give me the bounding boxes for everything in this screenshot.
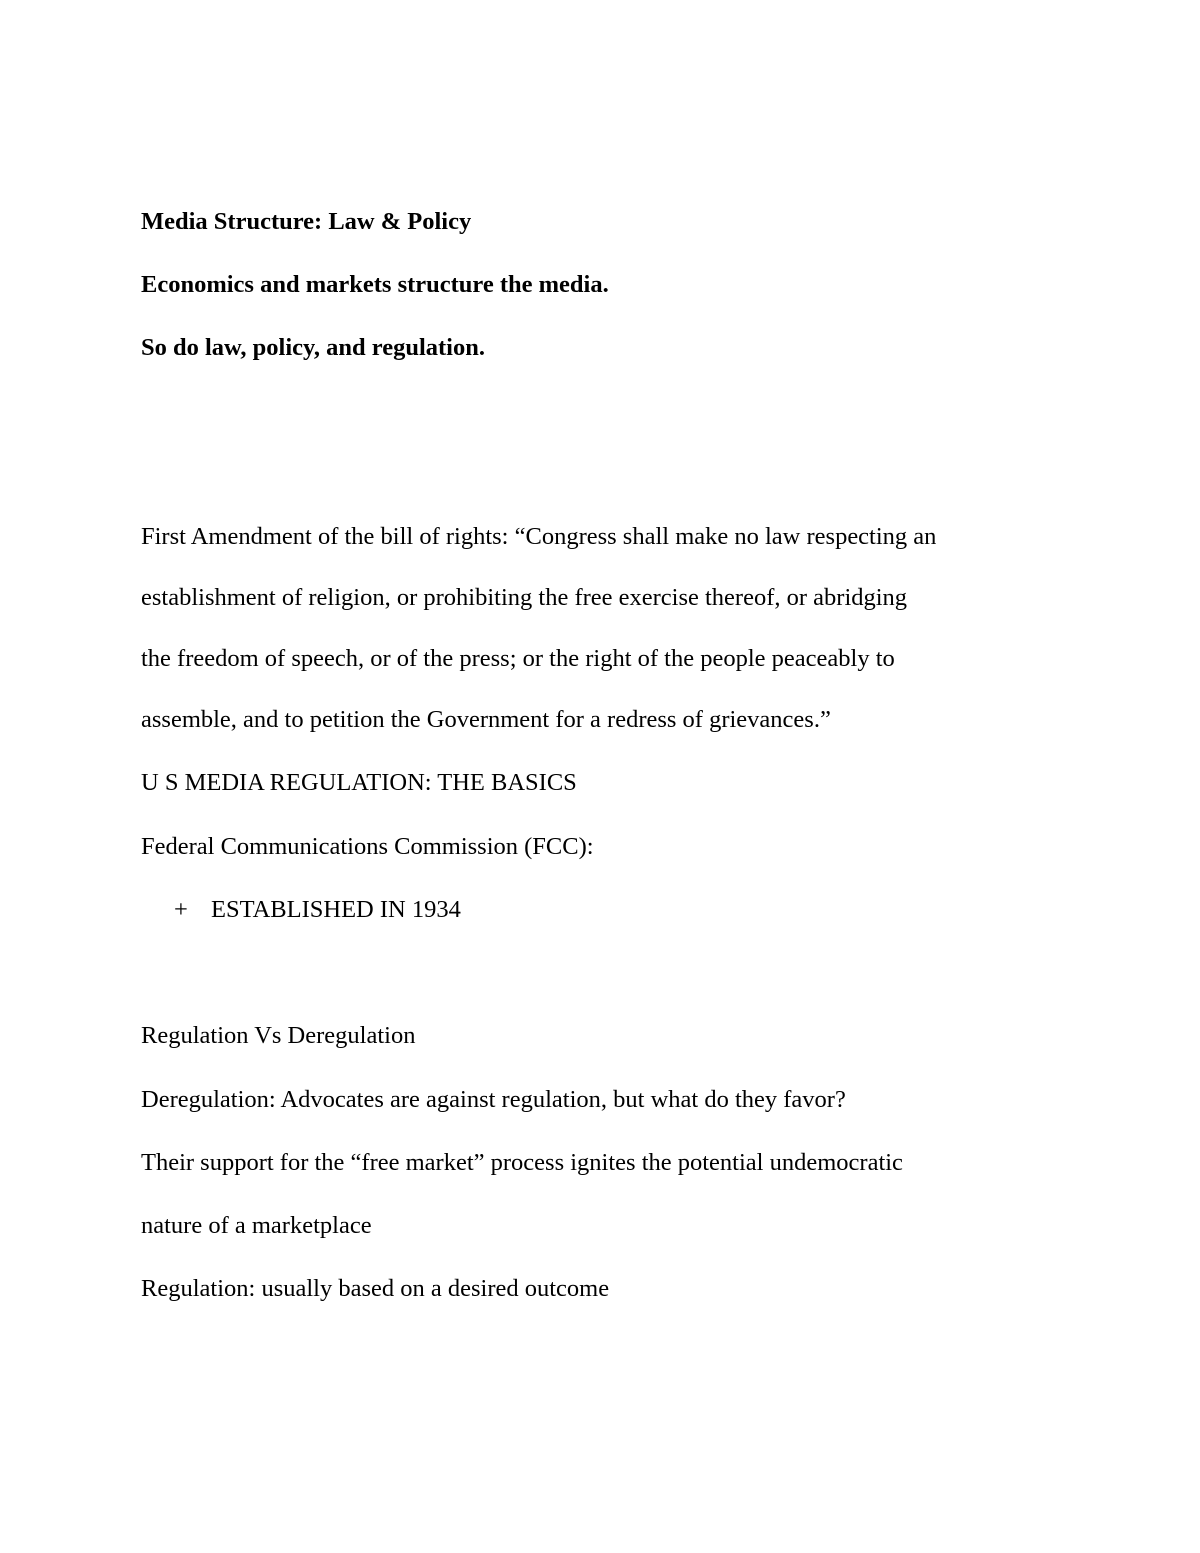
regulation-basics-heading: U S MEDIA REGULATION: THE BASICS — [141, 769, 577, 796]
first-amendment-line-1: First Amendment of the bill of rights: “Congress shall make no law respecting an — [141, 523, 937, 550]
plus-bullet-icon: + — [174, 896, 188, 923]
intro-line-law: So do law, policy, and regulation. — [141, 334, 485, 361]
first-amendment-line-3: the freedom of speech, or of the press; or the right of the people peaceably to — [141, 645, 895, 672]
free-market-line-1: Their support for the “free market” process ignites the potential undemocratic — [141, 1149, 903, 1176]
free-market-line-2: nature of a marketplace — [141, 1212, 372, 1239]
regulation-vs-heading: Regulation Vs Deregulation — [141, 1022, 416, 1049]
first-amendment-line-2: establishment of religion, or prohibiting the free exercise thereof, or abridging — [141, 584, 908, 611]
regulation-line: Regulation: usually based on a desired outcome — [141, 1275, 610, 1302]
intro-line-economics: Economics and markets structure the media. — [141, 271, 609, 298]
bullet-established: ESTABLISHED IN 1934 — [211, 896, 461, 923]
deregulation-line: Deregulation: Advocates are against regulation, but what do they favor? — [141, 1086, 846, 1113]
document-title: Media Structure: Law & Policy — [141, 208, 472, 235]
fcc-line: Federal Communications Commission (FCC): — [141, 833, 594, 860]
first-amendment-line-4: assemble, and to petition the Government for a redress of grievances.” — [141, 706, 831, 733]
